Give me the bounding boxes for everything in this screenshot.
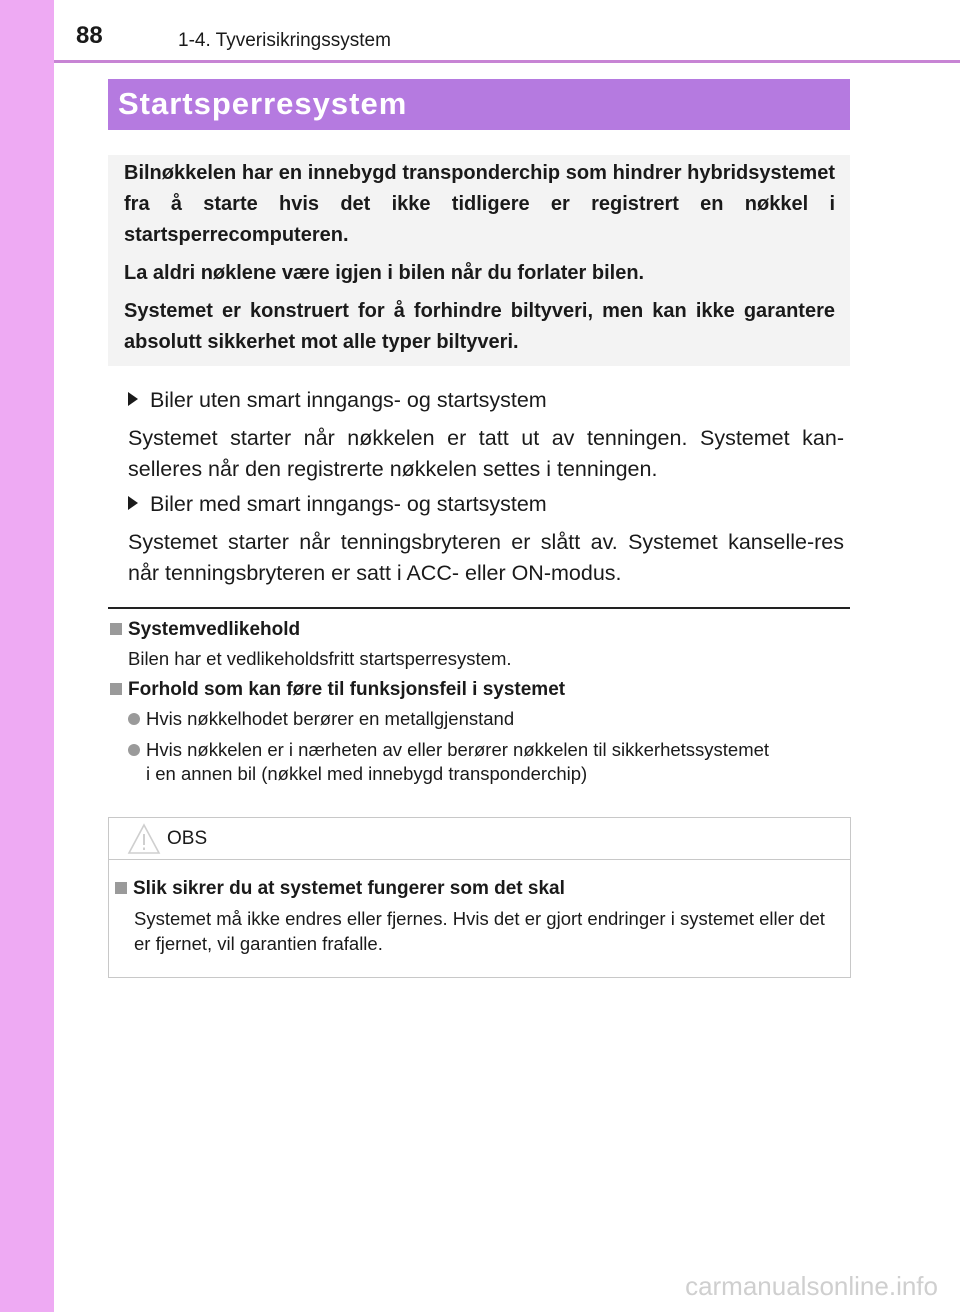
intro-paragraph-2: La aldri nøklene være igjen i bilen når du forlater bilen.: [124, 262, 645, 284]
subsection-heading: [110, 619, 300, 641]
warning-triangle-icon: [127, 822, 161, 856]
notice-heading-text: Slik sikrer du at systemet fungerer som det skal: [133, 878, 565, 899]
watermark: carmanualsonline.info: [685, 1271, 938, 1301]
notice-box: [108, 817, 851, 978]
subsection-heading-text: Forhold som kan føre til funksjonsfeil i systemet: [128, 679, 566, 700]
list-item-text: Hvis nøkkelhodet berører en metallgjenstand: [146, 708, 515, 729]
list-item: [128, 707, 856, 731]
variant-text: Systemet starter når tenningsbryteren er slått av. Systemet kanselle-res når tenningsbryteren er satt i ACC- eller ON-modus.: [128, 530, 844, 585]
triangle-bullet-icon: [128, 392, 138, 406]
list-item-text: Hvis nøkkelen er i nærheten av eller berører nøkkelen til sikkerhetssystemet: [146, 739, 770, 760]
notice-heading: [115, 878, 565, 900]
subsection-text: Bilen har et vedlikeholdsfritt startsperresystem.: [128, 648, 512, 669]
variant-heading: [128, 388, 547, 413]
variant-heading-text: Biler uten smart inngangs- og startsystem: [150, 388, 547, 412]
triangle-bullet-icon: [128, 496, 138, 510]
page-number: 88: [76, 22, 103, 49]
square-bullet-icon: [110, 683, 122, 695]
list-item-text-continued: i en annen bil (nøkkel med innebygd transponderchip): [146, 763, 588, 784]
subsection-heading: [110, 679, 565, 701]
variant-text: Systemet starter når nøkkelen er tatt ut av tenningen. Systemet kan-selleres når den registrerte nøkkelen settes i tenningen.: [128, 426, 844, 481]
subsection-heading-text: Systemvedlikehold: [128, 619, 301, 640]
notice-label: OBS: [167, 828, 208, 849]
circle-bullet-icon: [128, 744, 140, 756]
square-bullet-icon: [115, 882, 127, 894]
sidebar-tab: [0, 0, 54, 1312]
section-divider: [108, 607, 850, 609]
square-bullet-icon: [110, 623, 122, 635]
chapter-title: 1-4. Tyverisikringssystem: [178, 30, 391, 51]
intro-box: [108, 155, 850, 366]
circle-bullet-icon: [128, 713, 140, 725]
intro-paragraph-3: Systemet er konstruert for å forhindre biltyveri, men kan ikke garantere absolutt sikkerhet mot alle typer biltyveri.: [124, 300, 835, 353]
list-item: [128, 738, 856, 786]
notice-header-rule: [109, 859, 850, 860]
variant-heading-text: Biler med smart inngangs- og startsystem: [150, 492, 547, 516]
section-title-banner: [108, 79, 850, 130]
header-rule: [54, 60, 960, 63]
section-title: Startsperresystem: [118, 86, 408, 121]
intro-paragraph-1: Bilnøkkelen har en innebygd transponderchip som hindrer hybridsystemet fra å starte hvis det ikke tidligere er registrert en nøkkel i startsperrecomputeren.: [124, 162, 835, 246]
notice-text: Systemet må ikke endres eller fjernes. Hvis det er gjort endringer i systemet eller det er fjernet, vil garantien frafalle.: [134, 908, 825, 954]
variant-heading: [128, 492, 547, 517]
